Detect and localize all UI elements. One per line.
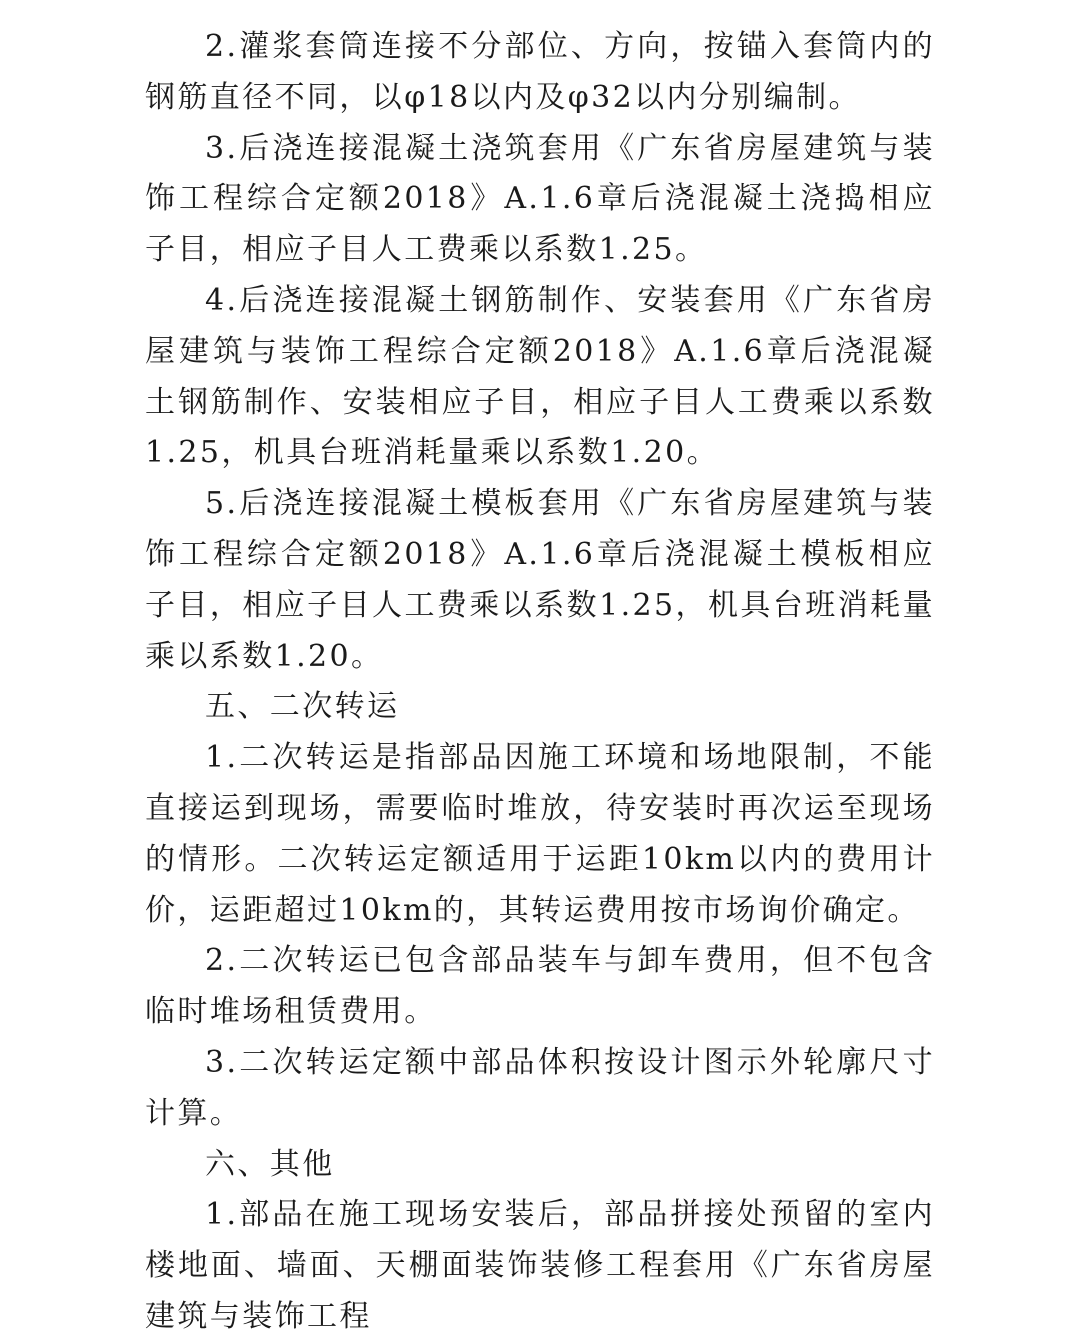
section-heading-other: 六、其他 bbox=[205, 1146, 335, 1182]
paragraph-post-cast-rebar: 4.后浇连接混凝土钢筋制作、安装套用《广东省房屋建筑与装饰工程综合定额2018》A.1.6章后浇混凝土钢筋制作、安装相应子目，相应子目人工费乘以系数1.25，机具台班消耗量乘以系数1.20。 bbox=[145, 282, 935, 471]
paragraph-post-cast-concrete-pouring: 3.后浇连接混凝土浇筑套用《广东省房屋建筑与装饰工程综合定额2018》A.1.6章后浇混凝土浇捣相应子目，相应子目人工费乘以系数1.25。 bbox=[145, 130, 935, 268]
paragraph-secondary-transport-loading: 2.二次转运已包含部品装车与卸车费用，但不包含临时堆场租赁费用。 bbox=[145, 943, 935, 1030]
paragraph-post-cast-formwork: 5.后浇连接混凝土模板套用《广东省房屋建筑与装饰工程综合定额2018》A.1.6章后浇混凝土模板相应子目，相应子目人工费乘以系数1.25，机具台班消耗量乘以系数1.20。 bbox=[145, 486, 935, 674]
section-heading-secondary-transport: 五、二次转运 bbox=[205, 689, 400, 725]
paragraph-secondary-transport-definition: 1.二次转运是指部品因施工环境和场地限制，不能直接运到现场，需要临时堆放，待安装时再次运至现场的情形。二次转运定额适用于运距10km以内的费用计价，运距超过10km的，其转运费用按市场询价确定。 bbox=[145, 740, 935, 928]
paragraph-secondary-transport-volume: 3.二次转运定额中部品体积按设计图示外轮廓尺寸计算。 bbox=[145, 1044, 935, 1131]
paragraph-other-decoration: 1.部品在施工现场安装后，部品拼接处预留的室内楼地面、墙面、天棚面装饰装修工程套用《广东省房屋建筑与装饰工程 bbox=[145, 1197, 935, 1334]
paragraph-grouting-sleeve: 2.灌浆套筒连接不分部位、方向，按锚入套筒内的钢筋直径不同，以φ18以内及φ32以内分别编制。 bbox=[145, 29, 935, 115]
document-page bbox=[145, 22, 935, 1343]
